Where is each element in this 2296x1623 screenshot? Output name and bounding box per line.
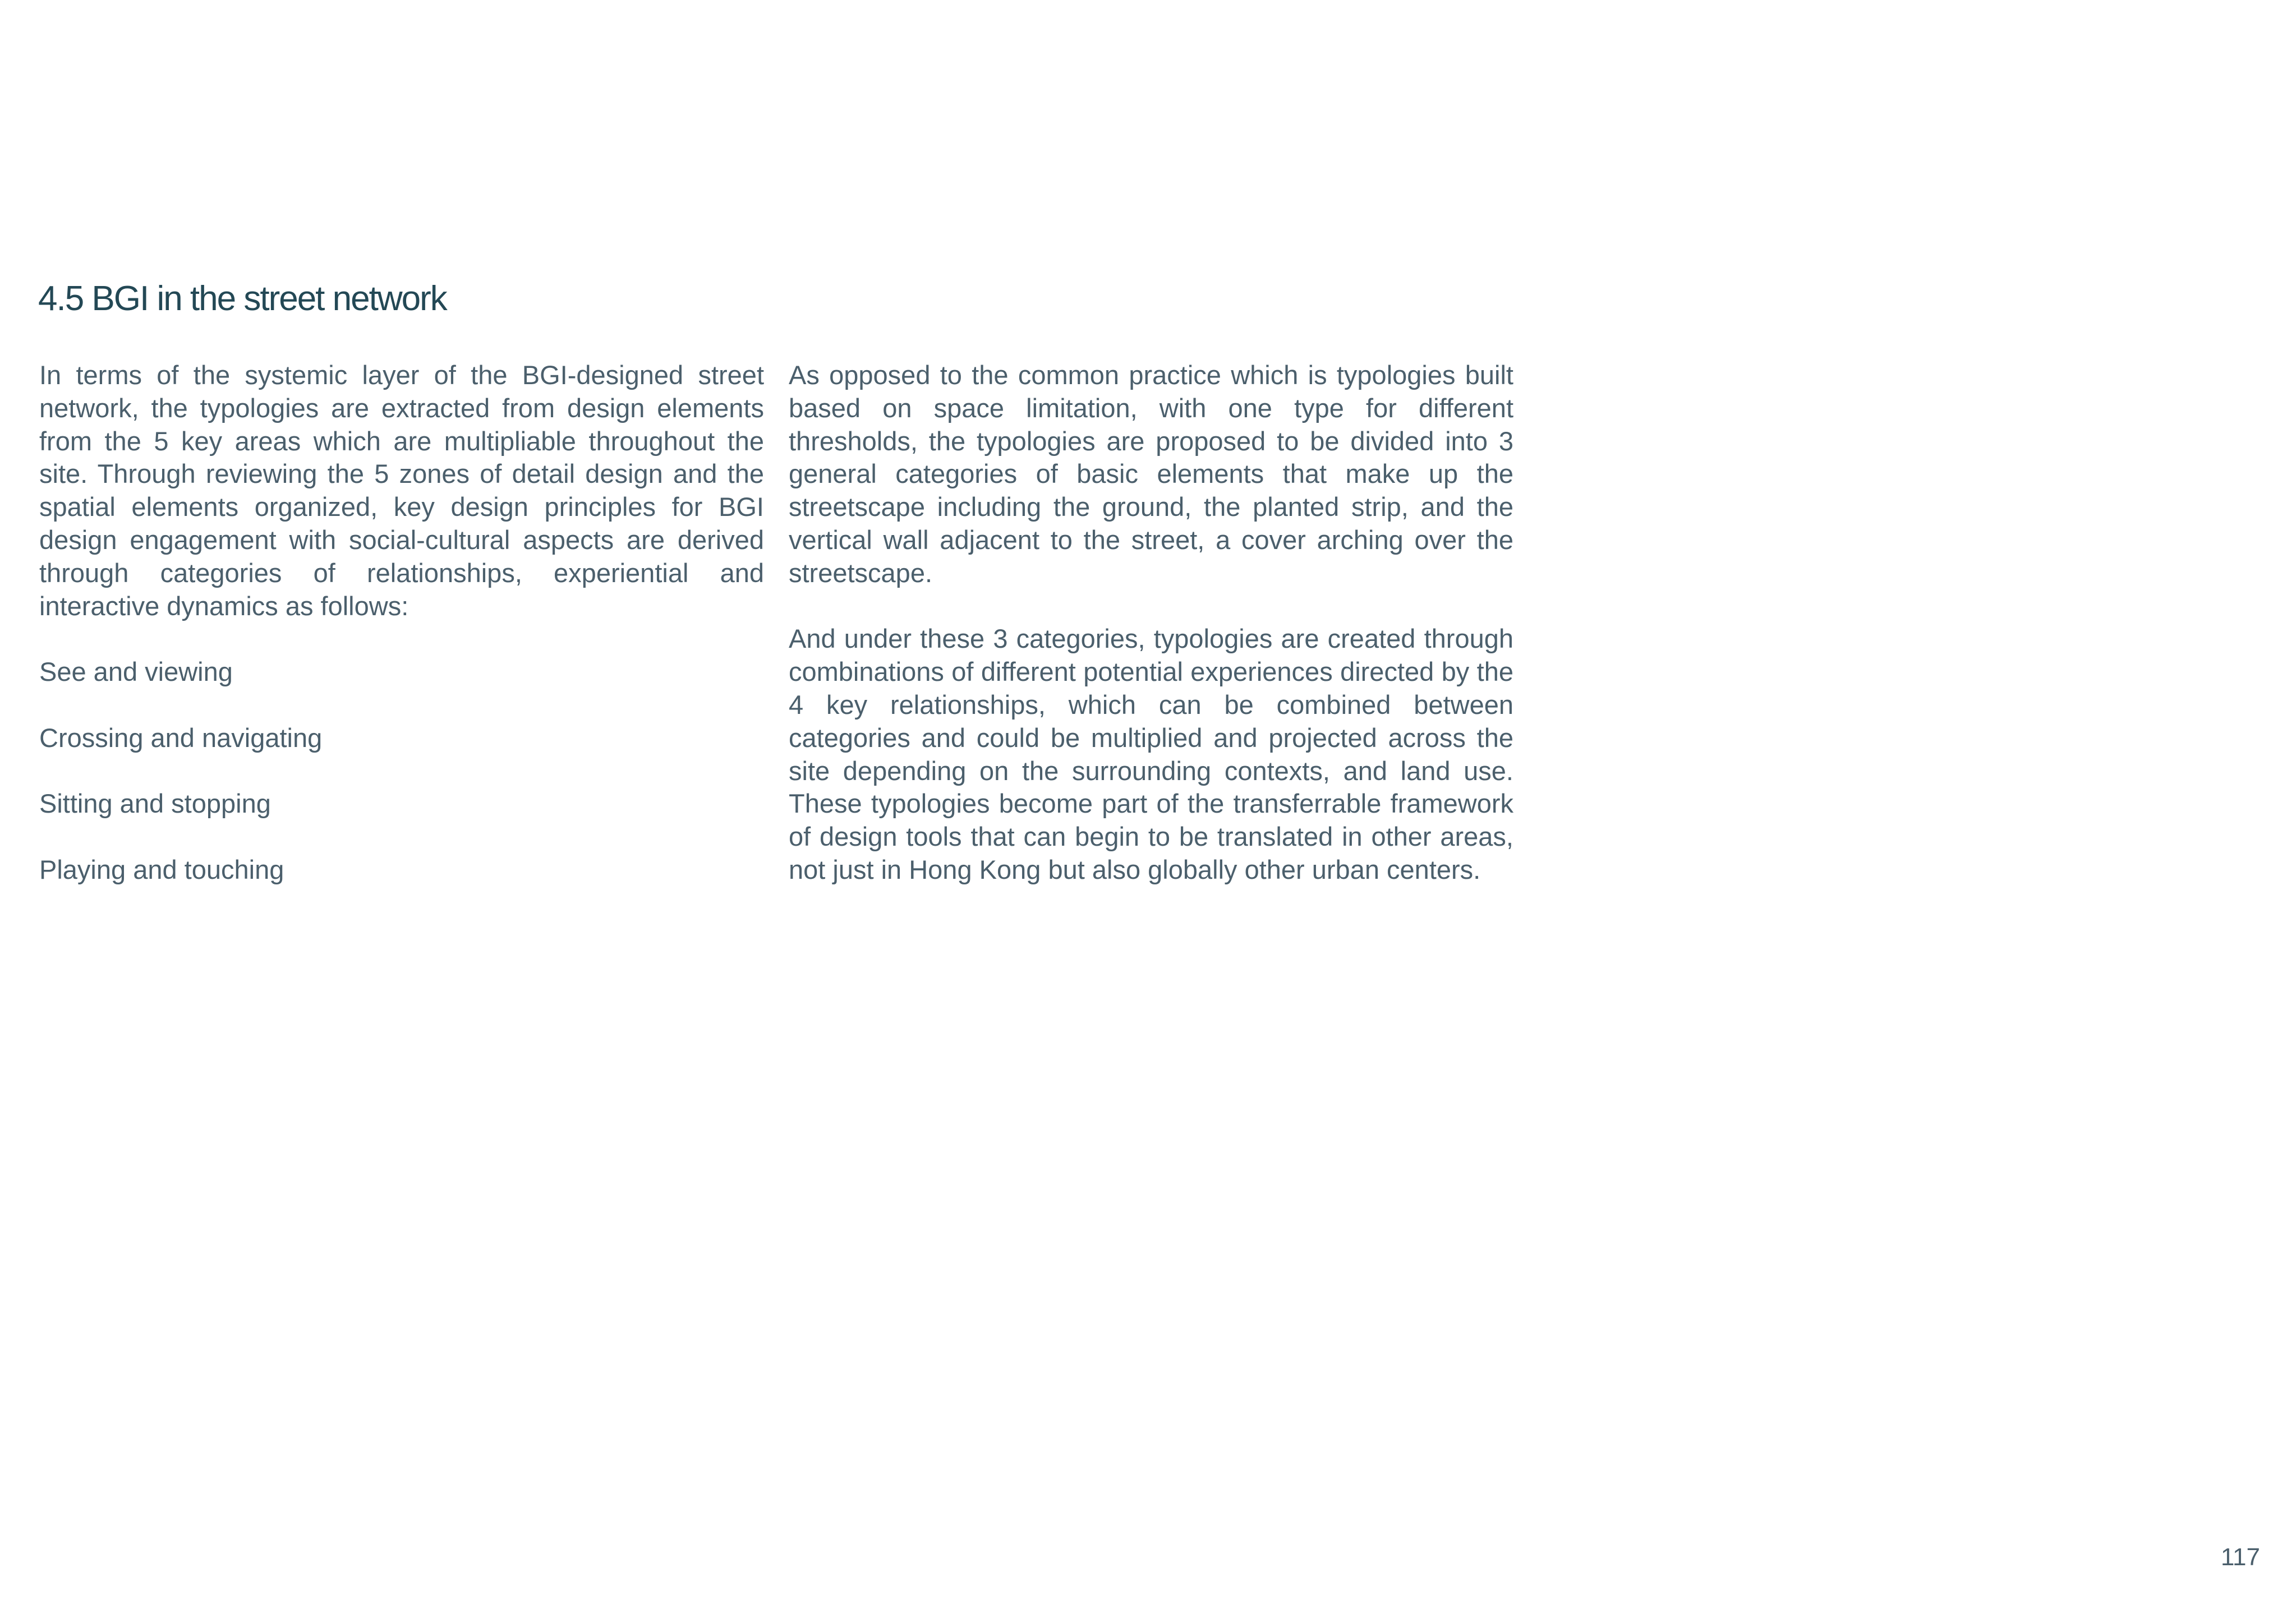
intro-paragraph: In terms of the systemic layer of the BGI-designed street network, the typologies are extracted from design elements from the 5 key areas which are multipliable throughout the site. Through reviewing the 5 zones of detail design and the spatial elements organized, key design principles for BGI design engagement with social-cultural aspects are derived through categories of relationships, experiential and interactive dynamics as follows: bbox=[39, 360, 764, 621]
categories-paragraph: As opposed to the common practice which is typologies built based on space limitation, with one type for different thresholds, the typologies are proposed to be divided into 3 general categories of basic elements that make up the streetscape including the ground, the planted strip, and the vertical wall adjacent to the street, a cover arching over the streetscape. bbox=[789, 360, 1513, 588]
section-heading: 4.5 BGI in the street network bbox=[38, 279, 447, 318]
list-item-see-and-viewing: See and viewing bbox=[39, 657, 233, 687]
experience-list bbox=[39, 656, 764, 887]
list-item-playing-and-touching: Playing and touching bbox=[39, 854, 284, 884]
list-item-crossing-and-navigating: Crossing and navigating bbox=[39, 722, 323, 753]
left-text-column bbox=[39, 359, 764, 887]
typologies-paragraph: And under these 3 categories, typologies are created through combinations of different potential experiences directed by the 4 key relationships, which can be combined between categories and could be multiplied and projected across the site depending on the surrounding contexts, and land use. These typologies become part of the transferrable framework of design tools that can begin to be translated in other areas, not just in Hong Kong but also globally other urban centers. bbox=[789, 624, 1513, 884]
right-text-column bbox=[789, 359, 1513, 887]
page-number: 117 bbox=[2220, 1543, 2260, 1571]
list-item-sitting-and-stopping: Sitting and stopping bbox=[39, 789, 271, 819]
